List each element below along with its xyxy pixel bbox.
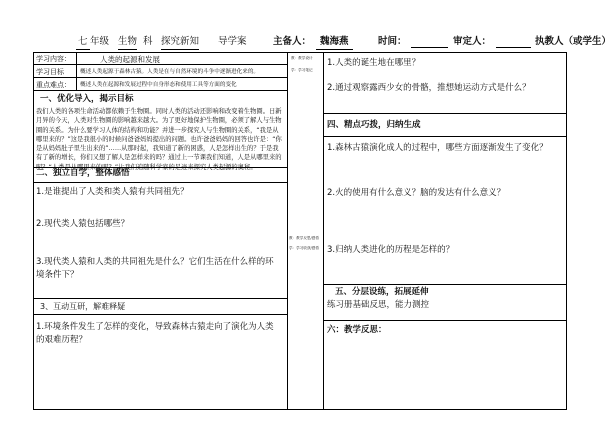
side-note-learn: 学：学习笔记 xyxy=(291,68,313,72)
label-column-divider xyxy=(76,52,77,90)
reviewer-label: 审定人： xyxy=(453,36,492,47)
doc-type: 导学案 xyxy=(218,36,247,47)
content-value: 人类的起源和发展 xyxy=(100,55,160,64)
section-5-title: 五、分层设练，拓展延伸 xyxy=(335,287,429,297)
mode: 探究新知 xyxy=(161,35,199,50)
section-6-title: 六：教学反思： xyxy=(327,325,387,335)
right-question-3: 1.森林古猿演化成人的过程中，哪些方面逐渐发生了变化？ xyxy=(327,143,548,153)
reviewer-blank xyxy=(496,47,531,48)
section-1-title: 一、优化导入，揭示目标 xyxy=(40,94,134,104)
content-label: 学习内容： xyxy=(36,55,71,63)
table-left-border xyxy=(33,52,34,410)
right-question-5: 3.归纳人类进化的历程是怎样的？ xyxy=(327,245,455,255)
right-question-2: 2.通过观察露西少女的骨骼，推想她运动方式是什么？ xyxy=(327,83,531,93)
section-5-text: 练习册基础反思，能力测控 xyxy=(327,300,430,310)
time-label: 时间： xyxy=(378,36,407,47)
subject-suffix: 科 xyxy=(143,36,153,47)
section-3-title: 3、互动互研，解难释疑 xyxy=(40,302,126,311)
goal-label: 学习目标 xyxy=(36,68,64,76)
intro-paragraph: 我们人类的各项生命活动都依赖于生物圈。同时人类的活动还影响和改变着生物圈。日新月异的今天，人类对生物圈的影响越来越大。为了更好地保护生物圈，必须了解人与生物圈的关系。为什么要学习人体的结构和功能？并进一步探究人与生物圈的关系，“我是从哪里来的？”这是我很小的时候问爸爸妈妈提出的问题。也许爸爸妈妈的回答也许是：“你是从妈妈肚子里生出来的”……从那时起，我知道了新的困惑，人是怎样出生的？于是我有了新的增长，你们又想了解人是怎样来的吗？通过上一节课我们知道，人是从哪里来的 xyxy=(36,108,282,162)
table-bottom-border xyxy=(33,409,567,410)
section-4-title: 四、精点巧拨，归纳生成 xyxy=(327,120,421,130)
time-blank xyxy=(411,47,448,48)
right-question-1: 1.人类的诞生地在哪里？ xyxy=(327,58,421,68)
grade-suffix: 年级 xyxy=(90,36,110,47)
table-top-border xyxy=(33,52,567,53)
left-question-3: 3.现代类人猿和人类的共同祖先是什么？它们生活在什么样的环境条件下？ xyxy=(36,257,274,280)
middle-divider-right xyxy=(323,52,324,410)
subject: 生物 xyxy=(118,35,137,50)
left-question-2: 2.现代类人猿包括哪些？ xyxy=(36,219,130,229)
right-question-4: 2.火的使用有什么意义？脑的发达有什么意义？ xyxy=(327,188,506,198)
side-note-reflect-learn: 学：学习收获/感悟 xyxy=(289,246,319,250)
left-question-1: 1.是谁提出了人类和类人猿有共同祖先？ xyxy=(36,187,189,197)
left-question-4: 1.环境条件发生了怎样的变化，导致森林古猿走向了演化为人类的艰难历程？ xyxy=(36,322,274,345)
key-label: 重点难点： xyxy=(36,81,71,89)
key-value: 概述人类在起源和发展过程中自身形态和使用工具等方面的变化 xyxy=(80,82,237,88)
table-right-border xyxy=(566,52,567,410)
middle-divider-left xyxy=(287,52,288,410)
teacher-label: 执教人（或学生） xyxy=(535,36,611,47)
goal-value: 概述人类起源于森林古猿。人类是在与自然环境的斗争中逐渐进化来的。 xyxy=(80,69,260,75)
document-header xyxy=(0,35,611,49)
preparer: 魏海燕 xyxy=(316,35,353,50)
side-note-teach: 教：教学设计 xyxy=(291,56,313,60)
side-note-reflect-teach: 教：教学反思/感悟 xyxy=(289,236,319,240)
grade: 七 xyxy=(76,35,90,50)
section-2-title: 二、独立自学，整体感悟 xyxy=(36,168,130,178)
preparer-label: 主备人： xyxy=(273,36,312,47)
